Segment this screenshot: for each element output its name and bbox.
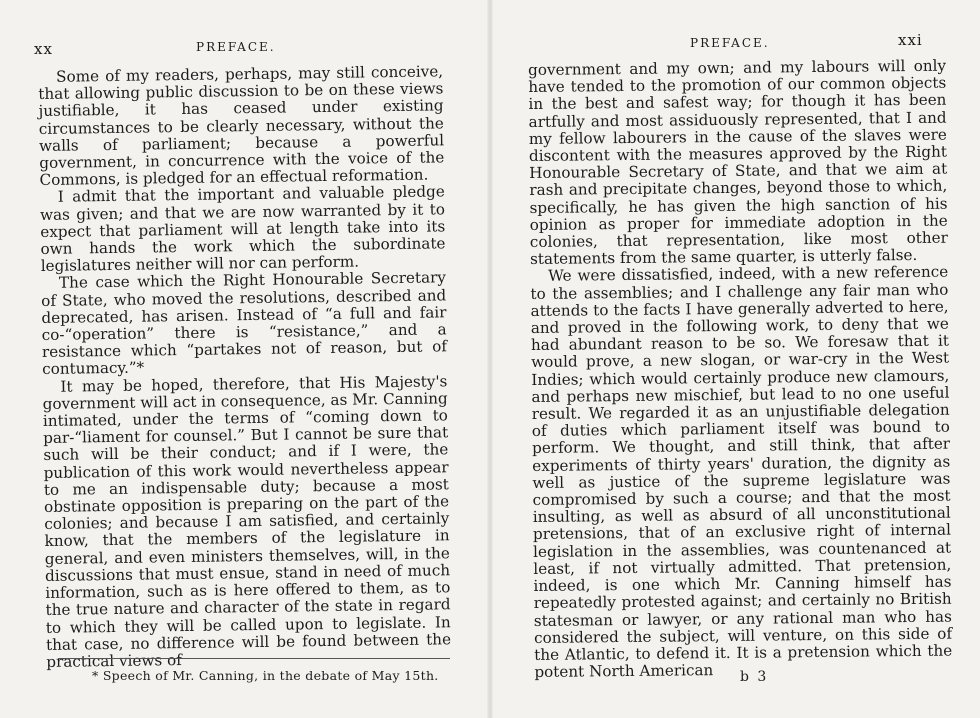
paragraph: We were dissatisfied, indeed, with a new reference to the assemblies; and I challenge any fair man who attends to the facts I have generally adverted to here, and proved in the following work, to deny that we had abundant reason to be so. We foresaw that it would prove, a new slogan, or war-cry in the West Indies; which would certainly produce new clamours, and perhaps new mischief, but lead to no one useful result. We regarded it as an unjustifiable delegation of duties which parliament itself was bound to perform. We thought, and still think, that after experiments of thirty years' duration, the dignity as well as justice of the supreme legislature was compromised by such a course; and that the most insulting, as well as absurd of all unconstitutional pretensions, that of an exclusive right of internal legislation in the assemblies, was countenanced at least, if not virtually admitted. That pretension, indeed, is one which Mr. Canning himself has repeatedly protested against; and certainly no British statesman or lawyer, or any rational man who has considered the subject, will venture, on this side of the Atlantic, to defend it. It is a pretension which the potent North American [530,263,953,682]
page-number: xxi [898,31,923,49]
footnote: * Speech of Mr. Canning, in the debate of May 15th. [92,668,439,683]
body-text [38,63,451,671]
running-head: PREFACE. [690,36,770,50]
footnote-rule [58,658,450,659]
paragraph: I admit that the important and valuable pledge was given; and that we are now warranted by it to expect that parliament will at length take into its own hands the work which the subordinate legislatures neither will nor can perform. [39,182,446,276]
page-number: xx [34,40,53,58]
running-head: PREFACE. [196,40,276,54]
right-page [490,0,980,718]
paragraph: It may be hoped, therefore, that His Majesty's government will act in consequence, as Mr. Canning intimated, under the terms of “coming down to par-“liament for counsel.” But I cannot be sure that such will be their conduct; and if I were, the publication of this work would nevertheless appear to me an indispensable duty; because a most obstinate opposition is preparing on the part of the colonies; and because I am satisfied, and certainly know, that the members of the legislature in general, and even ministers themselves, will, in the discussions that must ensue, stand in need of much information, such as is here offered to them, as to the true nature and character of the state in regard to which they will be called upon to legislate. In that case, no difference will be found between the practical views of [42,371,452,671]
signature-mark: b 3 [740,669,769,685]
body-text [528,58,952,682]
paragraph: The case which the Right Honourable Secretary of State, who moved the resolutions, described and deprecated, has arisen. Instead of “a full and fair co-“operation” there is “resistance,” and a resistance which “partakes not of reason, but of contumacy.”* [41,268,448,379]
paragraph: Some of my readers, perhaps, may still conceive, that allowing public discussion to be on these views justifiable, it has ceased under existing circumstances to be clearly necessary, without the walls of parliament; because a powerful government, in concurrence with the voice of the Commons, is pledged for an effectual reformation. [38,62,445,190]
paragraph: government and my own; and my labours will only have tended to the promotion of our common objects in the best and safest way; for though it has been artfully and most assiduously represented, that I and my fellow labourers in the cause of the slaves were discontent with the measures approved by the Right Honourable Secretary of State, and that we aim at rash and precipitate changes, beyond those to which, specifically, he has given the high sanction of his opinion as proper for immediate adoption in the colonies, that representation, like most other statements from the same quarter, is utterly false. [527,56,948,269]
